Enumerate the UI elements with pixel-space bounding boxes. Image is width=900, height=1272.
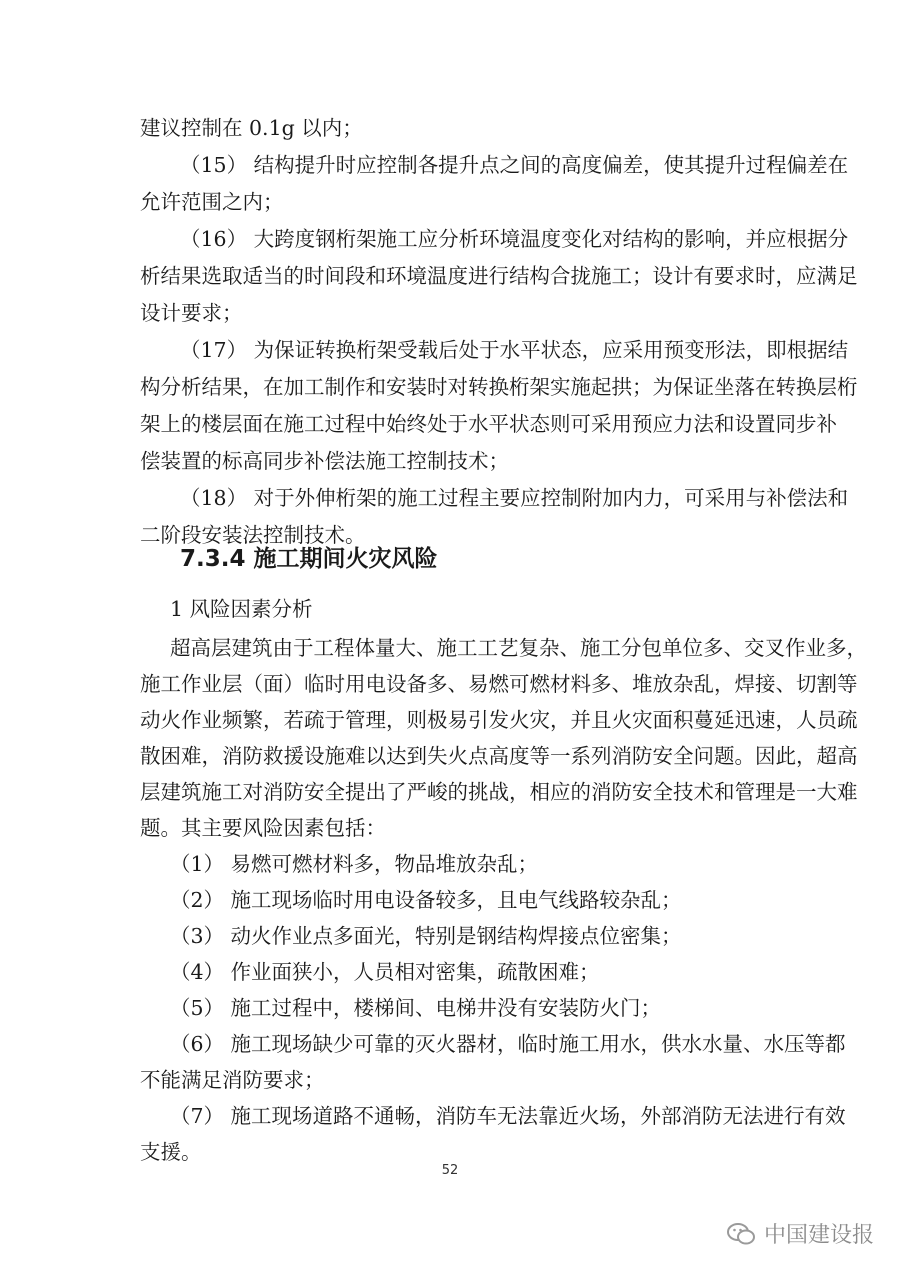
list-item: （6） 施工现场缺少可靠的灭火器材，临时施工用水，供水水量、水压等都 xyxy=(170,1032,846,1056)
text-line: 动火作业频繁，若疏于管理，则极易引发火灾，并且火灾面积蔓延迅速，人员疏 xyxy=(140,708,858,732)
text-line: 构分析结果，在加工制作和安装时对转换桁架实施起拱；为保证坐落在转换层桁 xyxy=(140,375,858,399)
subsection-title: 1 风险因素分析 xyxy=(170,597,313,621)
list-item: （2） 施工现场临时用电设备较多，且电气线路较杂乱； xyxy=(170,888,682,912)
list-item: （3） 动火作业点多面光，特别是钢结构焊接点位密集； xyxy=(170,924,682,948)
text-line: 不能满足消防要求； xyxy=(140,1068,325,1092)
wechat-icon xyxy=(726,1221,756,1247)
list-item: （7） 施工现场道路不通畅，消防车无法靠近火场，外部消防无法进行有效 xyxy=(170,1104,846,1128)
text-line: 支援。 xyxy=(140,1140,202,1164)
watermark xyxy=(726,1218,874,1249)
text-line: 允许范围之内； xyxy=(140,190,284,214)
text-line: 建议控制在 0.1g 以内； xyxy=(140,116,363,140)
text-line: 层建筑施工对消防安全提出了严峻的挑战，相应的消防安全技术和管理是一大难 xyxy=(140,780,858,804)
text-line: 设计要求； xyxy=(140,301,243,325)
text-line: （17） 为保证转换桁架受载后处于水平状态，应采用预变形法，即根据结 xyxy=(180,338,849,362)
text-line: （16） 大跨度钢桁架施工应分析环境温度变化对结构的影响，并应根据分 xyxy=(180,227,849,251)
text-line: （18） 对于外伸桁架的施工过程主要应控制附加内力，可采用与补偿法和 xyxy=(180,486,849,510)
text-line: 架上的楼层面在施工过程中始终处于水平状态则可采用预应力法和设置同步补 xyxy=(140,412,837,436)
section-heading: 7.3.4 施工期间火灾风险 xyxy=(180,546,438,572)
list-item: （1） 易燃可燃材料多，物品堆放杂乱； xyxy=(170,852,539,876)
text-line: 散困难，消防救援设施难以达到失火点高度等一系列消防安全问题。因此，超高 xyxy=(140,744,858,768)
watermark-text: 中国建设报 xyxy=(763,1223,874,1248)
text-line: （15） 结构提升时应控制各提升点之间的高度偏差，使其提升过程偏差在 xyxy=(180,153,849,177)
text-line: 析结果选取适当的时间段和环境温度进行结构合拢施工；设计有要求时，应满足 xyxy=(140,264,858,288)
list-item: （5） 施工过程中，楼梯间、电梯井没有安装防火门； xyxy=(170,996,662,1020)
list-item: （4） 作业面狭小，人员相对密集，疏散困难； xyxy=(170,960,600,984)
page-number: 52 xyxy=(441,1163,459,1178)
text-line: 施工作业层（面）临时用电设备多、易燃可燃材料多、堆放杂乱，焊接、切割等 xyxy=(140,672,858,696)
text-line: 偿装置的标高同步补偿法施工控制技术； xyxy=(140,449,509,473)
text-line: 超高层建筑由于工程体量大、施工工艺复杂、施工分包单位多、交叉作业多， xyxy=(170,636,867,660)
text-line: 二阶段安装法控制技术。 xyxy=(140,523,366,547)
text-line: 题。其主要风险因素包括： xyxy=(140,816,386,840)
